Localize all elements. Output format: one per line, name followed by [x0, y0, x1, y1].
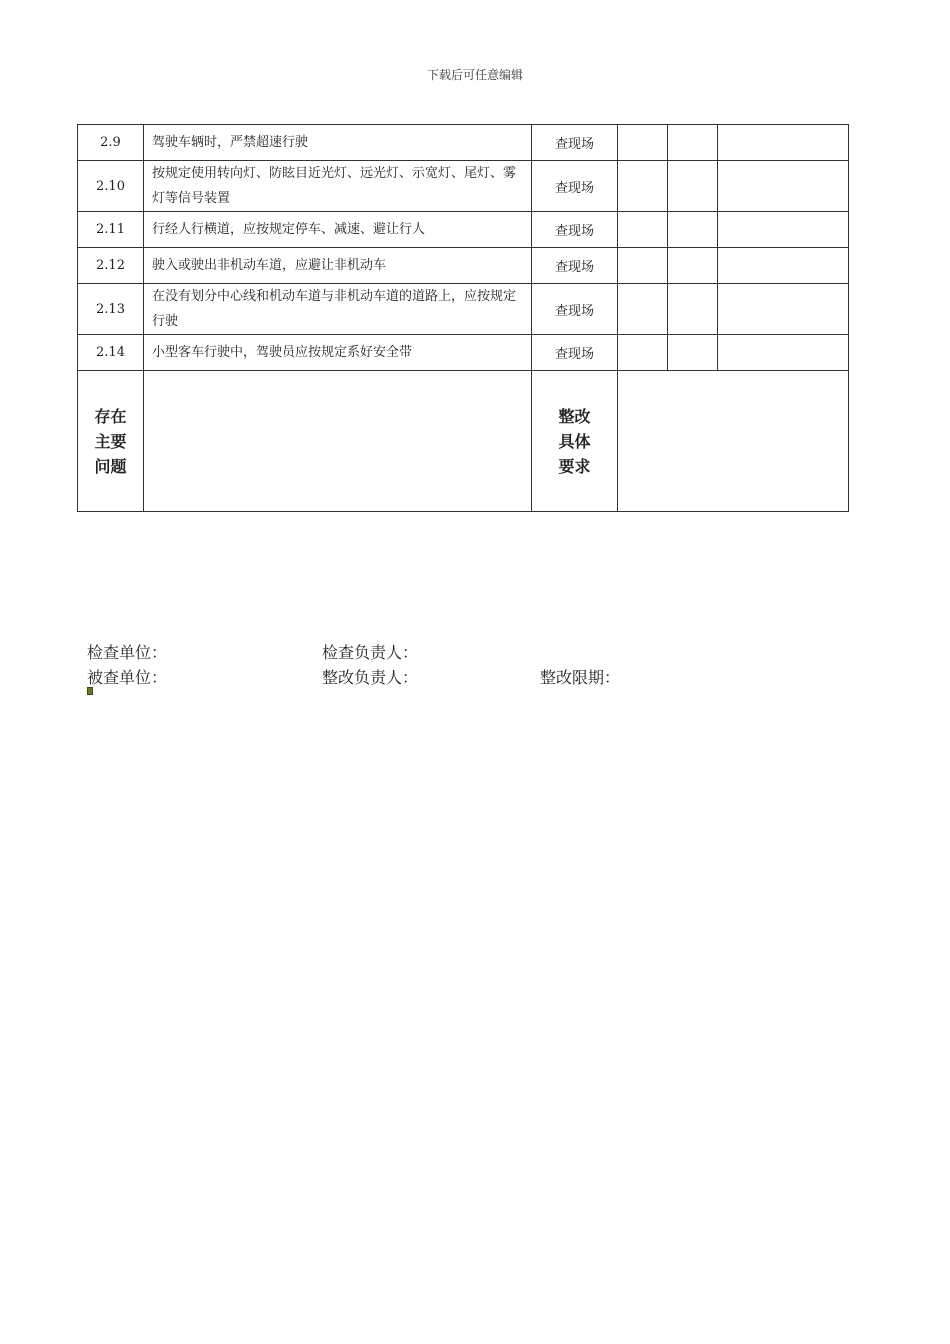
result-cell[interactable]: [618, 284, 668, 335]
item-description: 在没有划分中心线和机动车道与非机动车道的道路上，应按规定行驶: [144, 284, 532, 335]
table-row: [78, 161, 849, 212]
item-description: 驾驶车辆时，严禁超速行驶: [144, 125, 532, 161]
item-number: 2.14: [78, 335, 144, 371]
result-cell[interactable]: [618, 335, 668, 371]
remark-cell[interactable]: [718, 161, 849, 212]
remark-cell[interactable]: [718, 212, 849, 248]
check-method: 查现场: [532, 161, 618, 212]
rectification-requirements-field[interactable]: [618, 371, 849, 512]
check-method: 查现场: [532, 248, 618, 284]
main-problems-label-text: 存在主要问题: [94, 406, 127, 476]
table-row: [78, 284, 849, 335]
inspection-leader-label: 检查负责人：: [322, 643, 419, 662]
main-problems-field[interactable]: [144, 371, 532, 512]
check-method: 查现场: [532, 125, 618, 161]
item-description: 驶入或驶出非机动车道，应避让非机动车: [144, 248, 532, 284]
main-problems-label: [78, 371, 144, 512]
table-row: [78, 212, 849, 248]
table-row: [78, 335, 849, 371]
result-cell[interactable]: [668, 212, 718, 248]
inspected-unit-label: 被查单位：: [87, 668, 168, 687]
result-cell[interactable]: [668, 125, 718, 161]
inspecting-unit-label: 检查单位：: [87, 643, 168, 662]
item-number: 2.11: [78, 212, 144, 248]
item-description: 小型客车行驶中，驾驶员应按规定系好安全带: [144, 335, 532, 371]
remark-cell[interactable]: [718, 335, 849, 371]
result-cell[interactable]: [618, 248, 668, 284]
rectification-deadline-label: 整改限期：: [540, 668, 621, 687]
result-cell[interactable]: [668, 248, 718, 284]
table-row: [78, 125, 849, 161]
rectification-requirements-label: [532, 371, 618, 512]
check-method: 查现场: [532, 335, 618, 371]
inspection-checklist-table: [77, 124, 849, 512]
result-cell[interactable]: [668, 161, 718, 212]
result-cell[interactable]: [618, 125, 668, 161]
item-number: 2.12: [78, 248, 144, 284]
item-number: 2.13: [78, 284, 144, 335]
table-row: [78, 248, 849, 284]
result-cell[interactable]: [668, 284, 718, 335]
remark-cell[interactable]: [718, 248, 849, 284]
remark-cell[interactable]: [718, 284, 849, 335]
remark-cell[interactable]: [718, 125, 849, 161]
header-note: 下载后可任意编辑: [426, 68, 523, 82]
anchor-marker: [87, 687, 93, 695]
item-description: 行经人行横道，应按规定停车、减速、避让行人: [144, 212, 532, 248]
check-method: 查现场: [532, 212, 618, 248]
result-cell[interactable]: [618, 212, 668, 248]
item-number: 2.10: [78, 161, 144, 212]
check-method: 查现场: [532, 284, 618, 335]
item-number: 2.9: [78, 125, 144, 161]
rectification-leader-label: 整改负责人：: [322, 668, 419, 687]
rectification-requirements-label-text: 整改具体要求: [558, 406, 591, 476]
result-cell[interactable]: [668, 335, 718, 371]
summary-row: [78, 371, 849, 512]
item-description: 按规定使用转向灯、防眩目近光灯、远光灯、示宽灯、尾灯、雾灯等信号装置: [144, 161, 532, 212]
result-cell[interactable]: [618, 161, 668, 212]
